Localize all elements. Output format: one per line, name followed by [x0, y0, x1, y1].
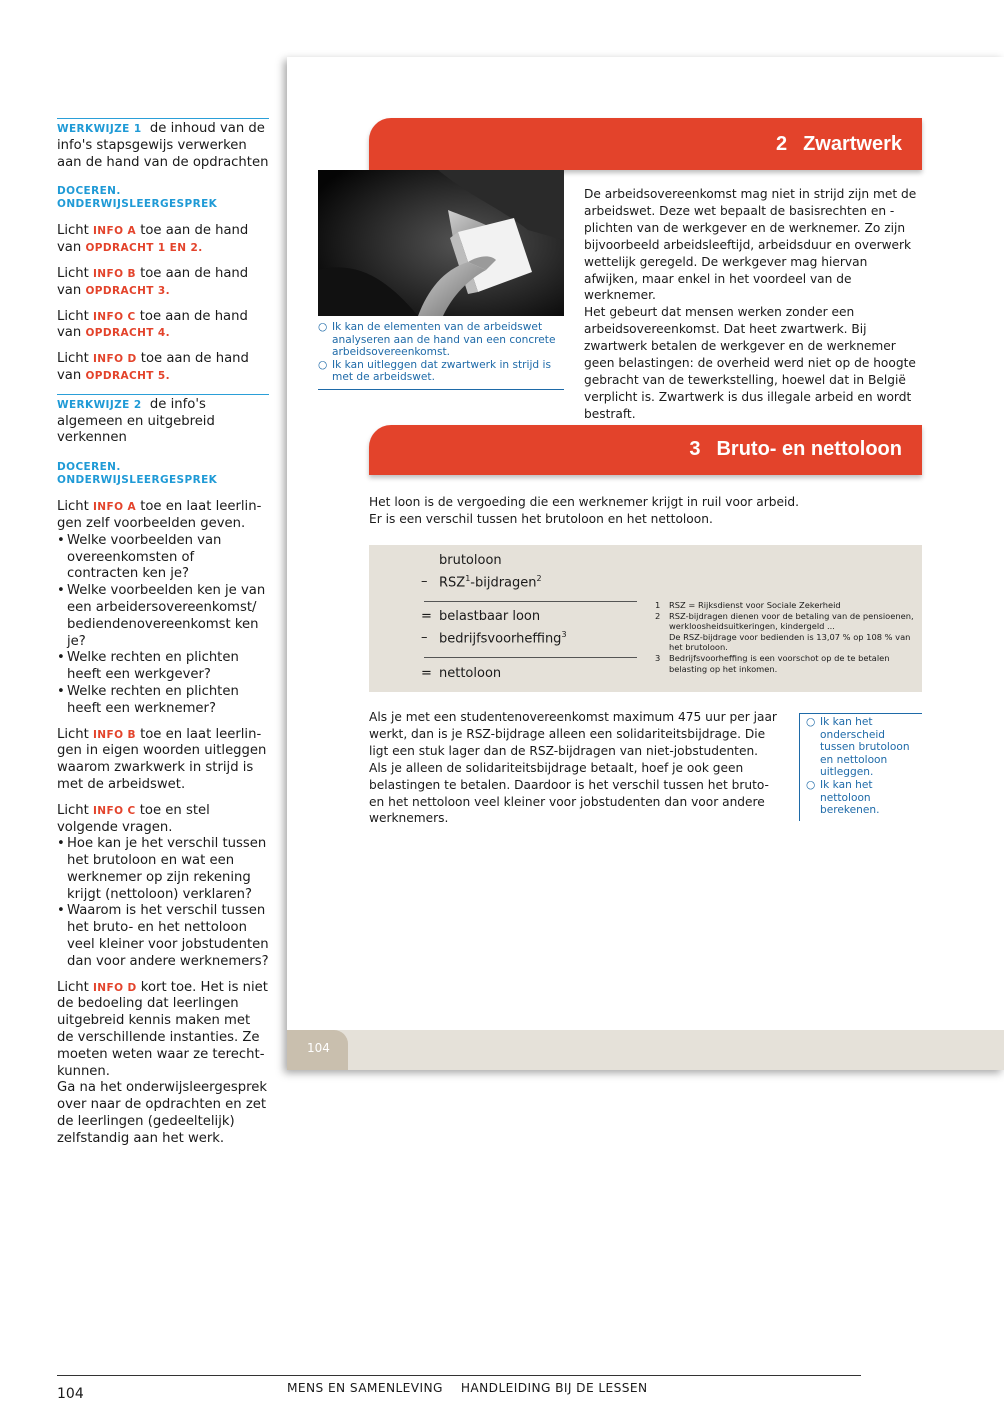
divider [424, 657, 637, 658]
question-list-a [57, 533, 269, 718]
discussion-info-a: Licht INFO A toe en laat leerlingen zelf voorbeelden geven. [57, 499, 262, 531]
goal-item: ○ Ik kan uitleggen dat zwartwerk in strijd is met de arbeidswet. [318, 358, 551, 384]
section-3-header: 3 Bruto- en nettoloon [369, 425, 922, 475]
method-label: DOCEREN. ONDERWIJSLEERGESPREK [57, 461, 218, 487]
werkwijze-1: WERKWIJZE 1 de inhoud van de info's stapsgewijs verwerken aan de hand van de opdrachten [57, 121, 269, 170]
divider [57, 394, 269, 395]
method-label: DOCEREN. ONDERWIJSLEERGESPREK [57, 185, 218, 211]
closing-instruction: Ga na het onderwijsleergesprek over naar de opdrachten en zet de leerlingen (gedeeltelijk) zelfstandig aan het werk. [57, 1080, 267, 1146]
panel-page-number: 104 [287, 1030, 348, 1070]
jobstudent-text: Als je met een studentenovereenkomst maximum 475 uur per jaar werkt, dan is je RSZ-bijdrage alleen een solidariteitsbijdrage. Die ligt een stuk lager dan de RSZ-bijdragen van niet-jobstudenten. Als je alleen de solidariteitsbijdrage betaalt, hoef je ook geen belastingen te betalen. Daardoor is het verschil tussen het bruto- en het nettoloon veel kleiner voor jobstudenten dan voor andere werknemers. [369, 710, 777, 826]
salary-calculation-box [369, 545, 922, 692]
footnote: De RSZ-bijdrage voor bedienden is 13,07 % op 108 % van het brutoloon. [669, 631, 911, 653]
circle-icon: ○ [806, 778, 816, 791]
footnote: 1 RSZ = Rijksdienst voor Sociale Zekerheid [655, 600, 841, 610]
calc-rsz: – RSZ$^1$-bijdragen$^2$ [421, 574, 542, 591]
divider [57, 118, 269, 119]
section-2-header: 2 Zwartwerk [369, 118, 922, 170]
circle-icon: ○ [318, 321, 328, 333]
instruction-info-c: Licht INFO C toe aan de hand van OPDRACHT 4. [57, 308, 248, 341]
loon-intro: Het loon is de vergoeding die een werknemer krijgt in ruil voor arbeid. Er is een verschil tussen het brutoloon en het nettoloon. [369, 495, 800, 526]
teacher-sidebar [57, 118, 269, 1157]
calc-nettoloon: = nettoloon [421, 666, 502, 681]
goal-item: ○ Ik kan het onderscheid tussen brutoloon en nettoloon uitleggen. [806, 716, 910, 779]
discussion-info-b: Licht INFO B toe en laat leerlingen in eigen woorden uitleggen waarom zwarkwerk in strijd is met de arbeidswet. [57, 726, 267, 792]
learning-goals [799, 713, 922, 821]
werkwijze-2: WERKWIJZE 2 de info's algemeen en uitgebreid verkennen [57, 396, 215, 446]
goal-item: ○ Ik kan de elementen van de arbeidswet analyseren aan de hand van een concrete arbeidsovereenkomst. [318, 321, 556, 359]
learning-goals [318, 321, 564, 390]
list-item: • Waarom is het verschil tussen het bruto- en het nettoloon veel kleiner voor jobstudenten dan voor andere werknemers? [57, 903, 269, 970]
discussion-info-c: Licht INFO C toe en stel volgende vragen. [57, 802, 210, 835]
zwartwerk-text: De arbeidsovereenkomst mag niet in strijd zijn met de arbeidswet. Deze wet bepaalt de basisrechten en -plichten van de werkgever en de werknemer. Zo zijn bijvoorbeeld arbeidsleeftijd, arbeidsduur en overwerk wettelijk geregeld. De werkgever mag hiervan afwijken, maar enkel in het voordeel van de werknemer. Het gebeurt dat mensen werken zonder een arbeidsovereenkomst. Dat heet zwartwerk. Bij zwartwerk betalen de werkgever en de werknemer geen belastingen: de overheid werd niet op de hoogte gebracht van de tewerkstelling, hoewel dat in België verplicht is. Zwartwerk is dus illegale arbeid en wordt bestraft. [584, 187, 917, 421]
page-number: 104 [57, 1386, 84, 1402]
question-list-c [57, 836, 269, 970]
textbook-page [287, 57, 1004, 1070]
footnote: 3 Bedrijfsvoorheffing is een voorschot op de te betalen belasting op het inkomen. [655, 652, 890, 674]
circle-icon: ○ [806, 716, 816, 728]
calc-brutoloon: brutoloon [439, 553, 502, 568]
list-item: • Hoe kan je het verschil tussen het brutoloon en wat een werknemer op zijn rekening krijgt (nettoloon) verklaren? [57, 836, 269, 903]
footnote: 2 RSZ-bijdragen dienen voor de betaling van de pensioenen, werkloosheidsuitkeringen, kindergeld ... [655, 610, 914, 632]
list-item: • Welke rechten en plichten heeft een werkgever? [57, 650, 269, 684]
list-item: • Welke voorbeelden ken je van een arbeidersovereenkomst/ bediendenovereenkomst ken je? [57, 583, 269, 650]
calc-bedrijfsvoorheffing: – bedrijfsvoorheffing$^3$ [421, 630, 567, 647]
divider [57, 1375, 861, 1376]
discussion-info-d: Licht INFO D kort toe. Het is niet de bedoeling dat leerlingen uitgebreid kennis maken met de verschillende instanties. Ze moeten weten waar ze terechtkunnen. [57, 979, 268, 1079]
goal-item: ○ Ik kan het nettoloon berekenen. [806, 778, 880, 817]
instruction-info-a: Licht INFO A toe aan de hand van OPDRACHT 1 EN 2. [57, 223, 249, 256]
instruction-info-b: Licht INFO B toe aan de hand van OPDRACHT 3. [57, 265, 249, 298]
list-item: • Welke rechten en plichten heeft een werknemer? [57, 684, 269, 718]
divider [424, 601, 637, 602]
instruction-info-d: Licht INFO D toe aan de hand van OPDRACHT 5. [57, 351, 249, 383]
calc-belastbaar: = belastbaar loon [421, 609, 541, 624]
handover-envelope-photo [318, 170, 564, 316]
circle-icon: ○ [318, 358, 328, 371]
list-item: • Welke voorbeelden van overeenkomsten of contracten ken je? [57, 533, 269, 583]
page-footer-bar [287, 1030, 1004, 1070]
running-footer: MENS EN SAMENLEVING HANDLEIDING BIJ DE LESSEN [287, 1381, 648, 1395]
footnotes [655, 600, 917, 674]
